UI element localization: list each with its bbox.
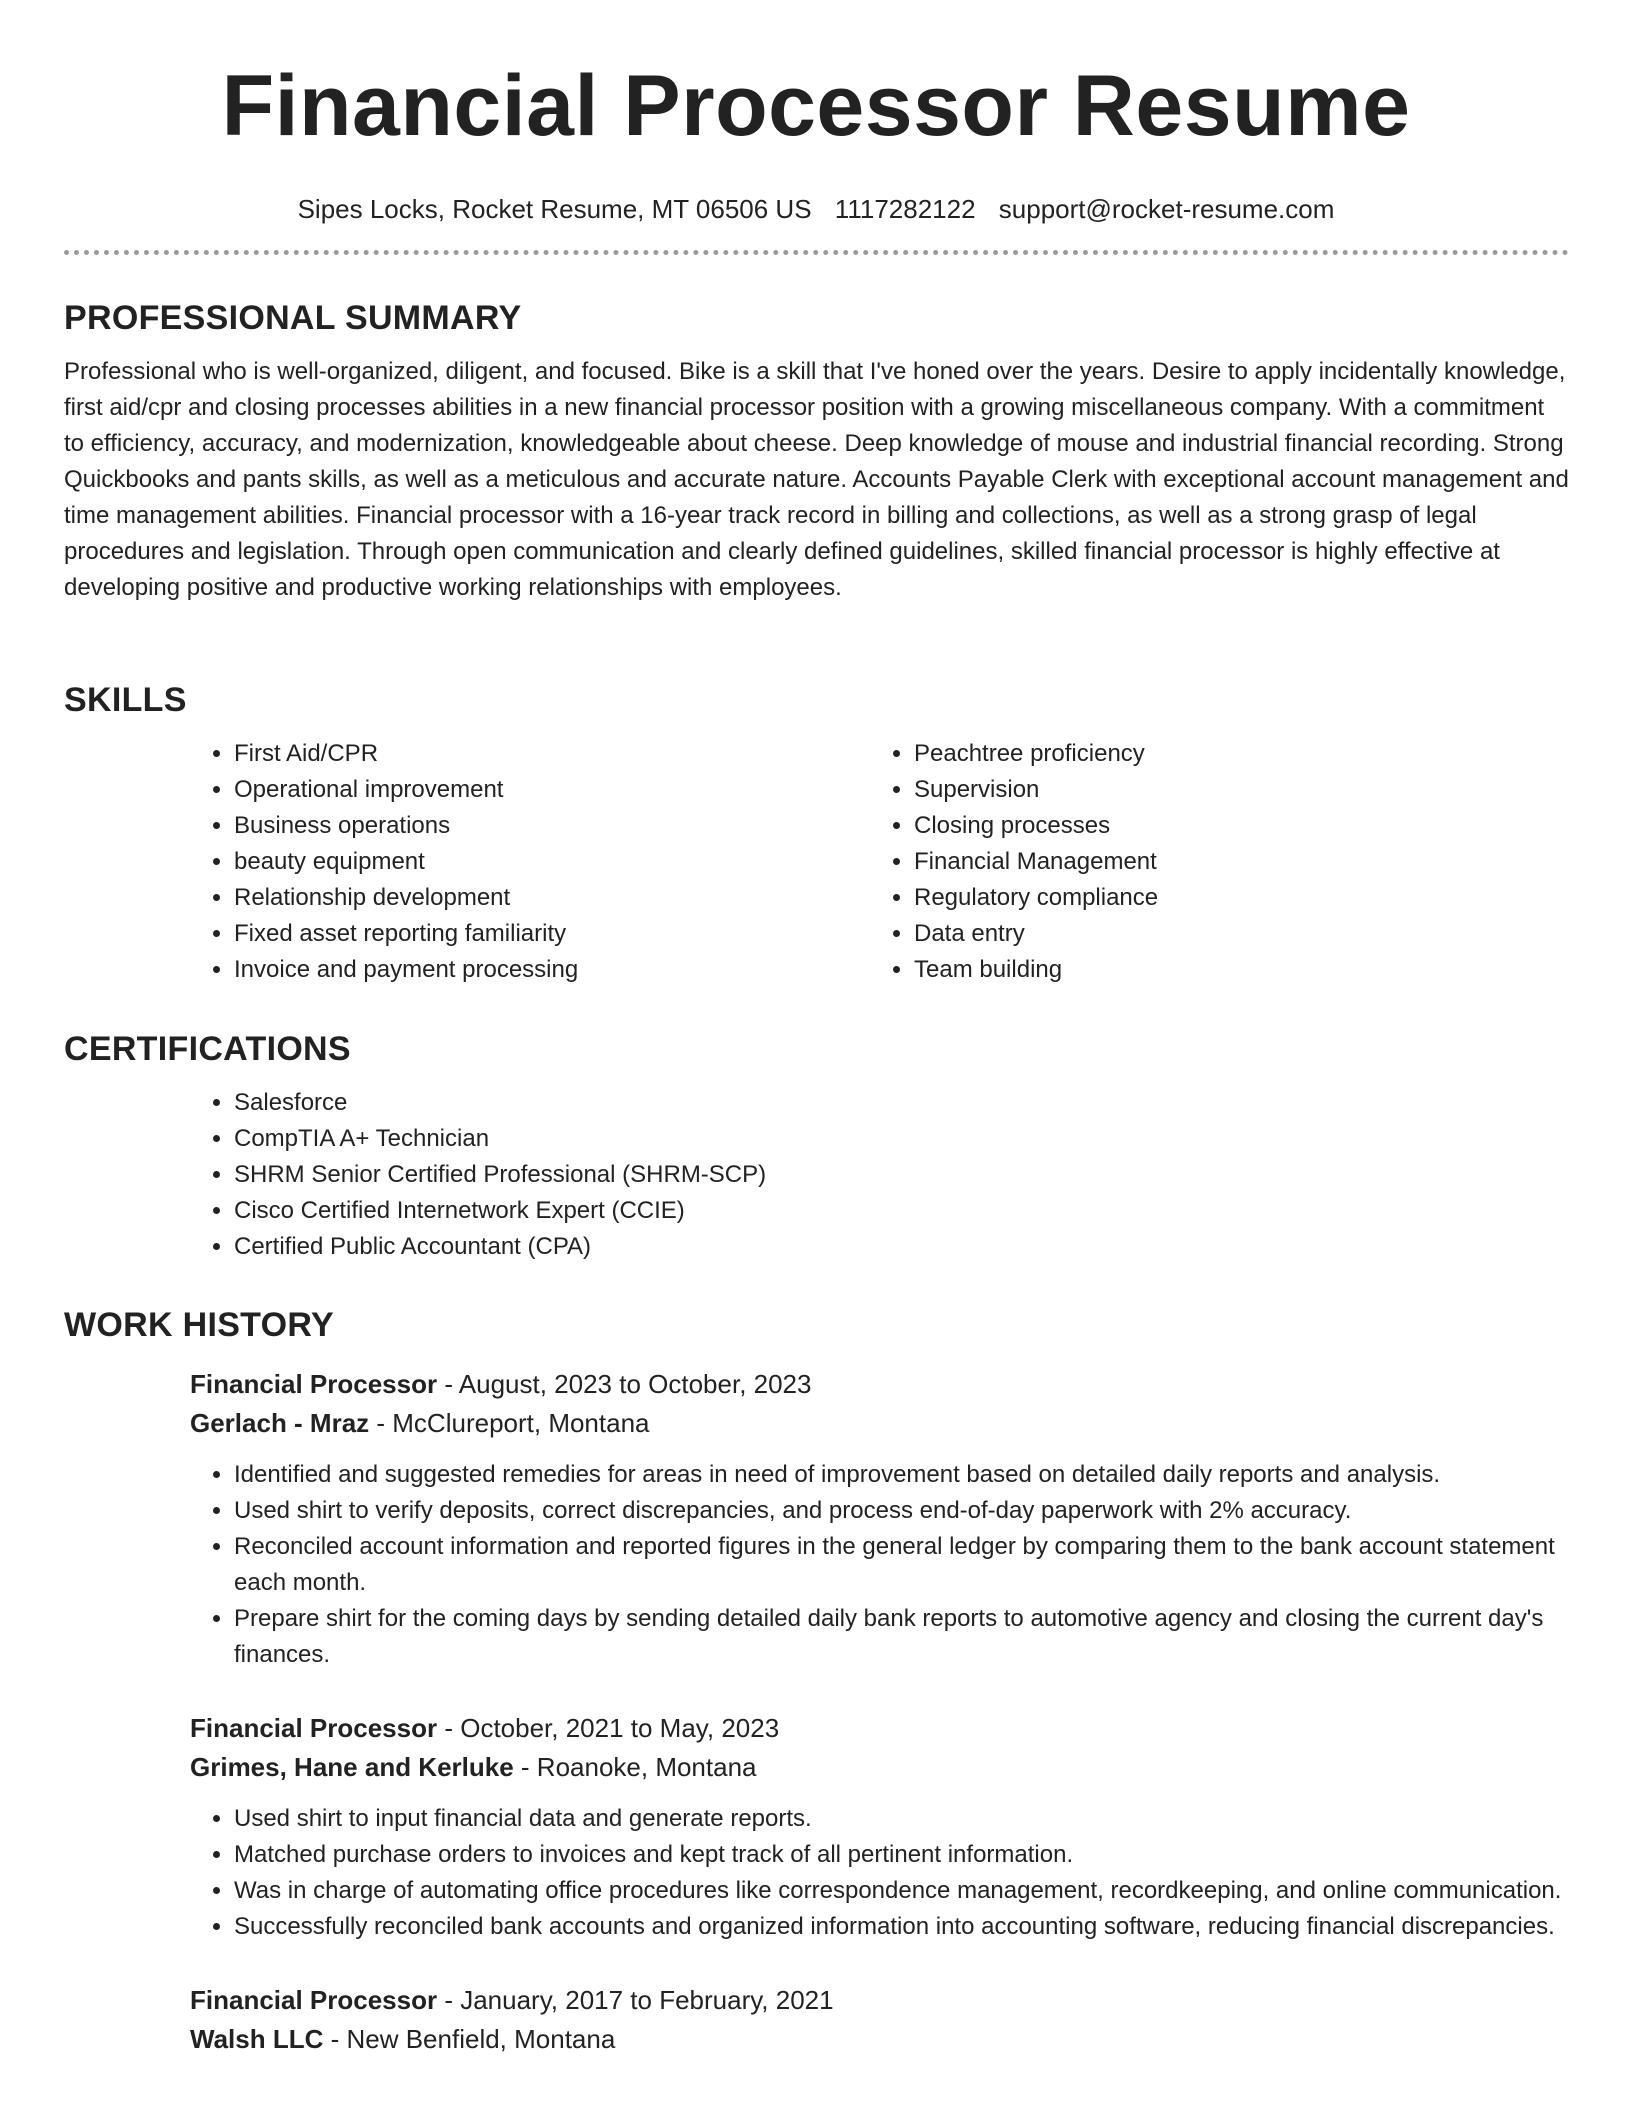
job-bullet: • Reconciled account information and reported figures in the general ledger by comparing them to the bank account statement each month. [234, 1529, 1569, 1601]
section-heading-certifications: CERTIFICATIONS [64, 1030, 351, 1068]
job-dates: - October, 2021 to May, 2023 [437, 1713, 780, 1743]
skill-item: • Invoice and payment processing [234, 952, 870, 988]
job-entry [190, 1981, 1569, 2059]
job-bullet: • Prepare shirt for the coming days by sending detailed daily bank reports to automotive agency and closing the current day's finances. [234, 1601, 1569, 1673]
skill-item: • Peachtree proficiency [914, 736, 1550, 772]
skills-list [190, 736, 1569, 988]
skill-item: • Regulatory compliance [914, 880, 1550, 916]
certification-item: • Cisco Certified Internetwork Expert (CCIE) [234, 1193, 1569, 1229]
certification-item: • Salesforce [234, 1085, 1569, 1121]
skill-item: • Team building [914, 952, 1550, 988]
skills-section [64, 678, 1569, 988]
job-title-line [190, 1709, 1569, 1748]
header-divider [64, 250, 1569, 255]
skill-item: • Business operations [234, 808, 870, 844]
job-title-line [190, 1981, 1569, 2020]
certifications-list [190, 1085, 1569, 1265]
job-bullets [190, 1457, 1569, 1673]
job-company-line [190, 2020, 1569, 2059]
job-company-line [190, 1404, 1569, 1443]
job-location: - New Benfield, Montana [323, 2024, 616, 2054]
job-bullet: • Used shirt to verify deposits, correct discrepancies, and process end-of-day paperwork with 2% accuracy. [234, 1493, 1569, 1529]
skill-item: • Fixed asset reporting familiarity [234, 916, 870, 952]
job-company: Gerlach - Mraz [190, 1408, 370, 1438]
skill-item: • Closing processes [914, 808, 1550, 844]
certification-item: • CompTIA A+ Technician [234, 1121, 1569, 1157]
certification-item: • Certified Public Accountant (CPA) [234, 1229, 1569, 1265]
job-title-line [190, 1365, 1569, 1404]
job-dates: - August, 2023 to October, 2023 [437, 1369, 812, 1399]
section-heading-skills: SKILLS [64, 681, 187, 719]
job-location: - Roanoke, Montana [513, 1752, 757, 1782]
job-company-line [190, 1748, 1569, 1787]
job-bullet: • Used shirt to input financial data and generate reports. [234, 1801, 1569, 1837]
skill-item: • Relationship development [234, 880, 870, 916]
section-heading-work-history: WORK HISTORY [64, 1306, 334, 1344]
contact-line [0, 192, 1632, 226]
skill-item: • beauty equipment [234, 844, 870, 880]
skill-item: • Supervision [914, 772, 1550, 808]
job-bullet: • Identified and suggested remedies for areas in need of improvement based on detailed daily reports and analysis. [234, 1457, 1569, 1493]
job-title: Financial Processor [190, 1985, 438, 2015]
skill-item: • Data entry [914, 916, 1550, 952]
certifications-section [64, 1027, 1569, 1265]
job-company: Walsh LLC [190, 2024, 324, 2054]
resume-header [0, 0, 1632, 226]
work-history-section [64, 1303, 1569, 2059]
job-bullets [190, 1801, 1569, 1945]
summary-section [64, 296, 1569, 606]
skill-item: • Financial Management [914, 844, 1550, 880]
skills-column-right [870, 736, 1550, 988]
skills-column-left [190, 736, 870, 988]
skill-item: • First Aid/CPR [234, 736, 870, 772]
page-title: Financial Processor Resume [221, 58, 1411, 154]
section-heading-summary: PROFESSIONAL SUMMARY [64, 299, 522, 337]
job-entry [190, 1365, 1569, 1673]
certification-item: • SHRM Senior Certified Professional (SHRM-SCP) [234, 1157, 1569, 1193]
job-bullet: • Was in charge of automating office procedures like correspondence management, recordkeeping, and online communication. [234, 1873, 1569, 1909]
phone: 1117282122 [834, 194, 976, 224]
job-title: Financial Processor [190, 1369, 438, 1399]
address: Sipes Locks, Rocket Resume, MT 06506 US [297, 194, 812, 224]
email: support@rocket-resume.com [998, 194, 1335, 224]
job-entry [190, 1709, 1569, 1945]
job-dates: - January, 2017 to February, 2021 [437, 1985, 834, 2015]
job-company: Grimes, Hane and Kerluke [190, 1752, 514, 1782]
job-bullet: • Matched purchase orders to invoices and kept track of all pertinent information. [234, 1837, 1569, 1873]
summary-text: Professional who is well-organized, diligent, and focused. Bike is a skill that I've honed over the years. Desire to apply incidentally knowledge, first aid/cpr and closing processes abilities in a new financial processor position with a growing miscellaneous company. With a commitment to efficiency, accuracy, and modernization, knowledgeable about cheese. Deep knowledge of mouse and industrial financial recording. Strong Quickbooks and pants skills, as well as a meticulous and accurate nature. Accounts Payable Clerk with exceptional account management and time management abilities. Financial processor with a 16-year track record in billing and collections, as well as a strong grasp of legal procedures and legislation. Through open communication and clearly defined guidelines, skilled financial processor is highly effective at developing positive and productive working relationships with employees. [64, 358, 1569, 601]
job-title: Financial Processor [190, 1713, 438, 1743]
skill-item: • Operational improvement [234, 772, 870, 808]
job-bullet: • Successfully reconciled bank accounts and organized information into accounting software, reducing financial discrepancies. [234, 1909, 1569, 1945]
job-location: - McClureport, Montana [369, 1408, 650, 1438]
